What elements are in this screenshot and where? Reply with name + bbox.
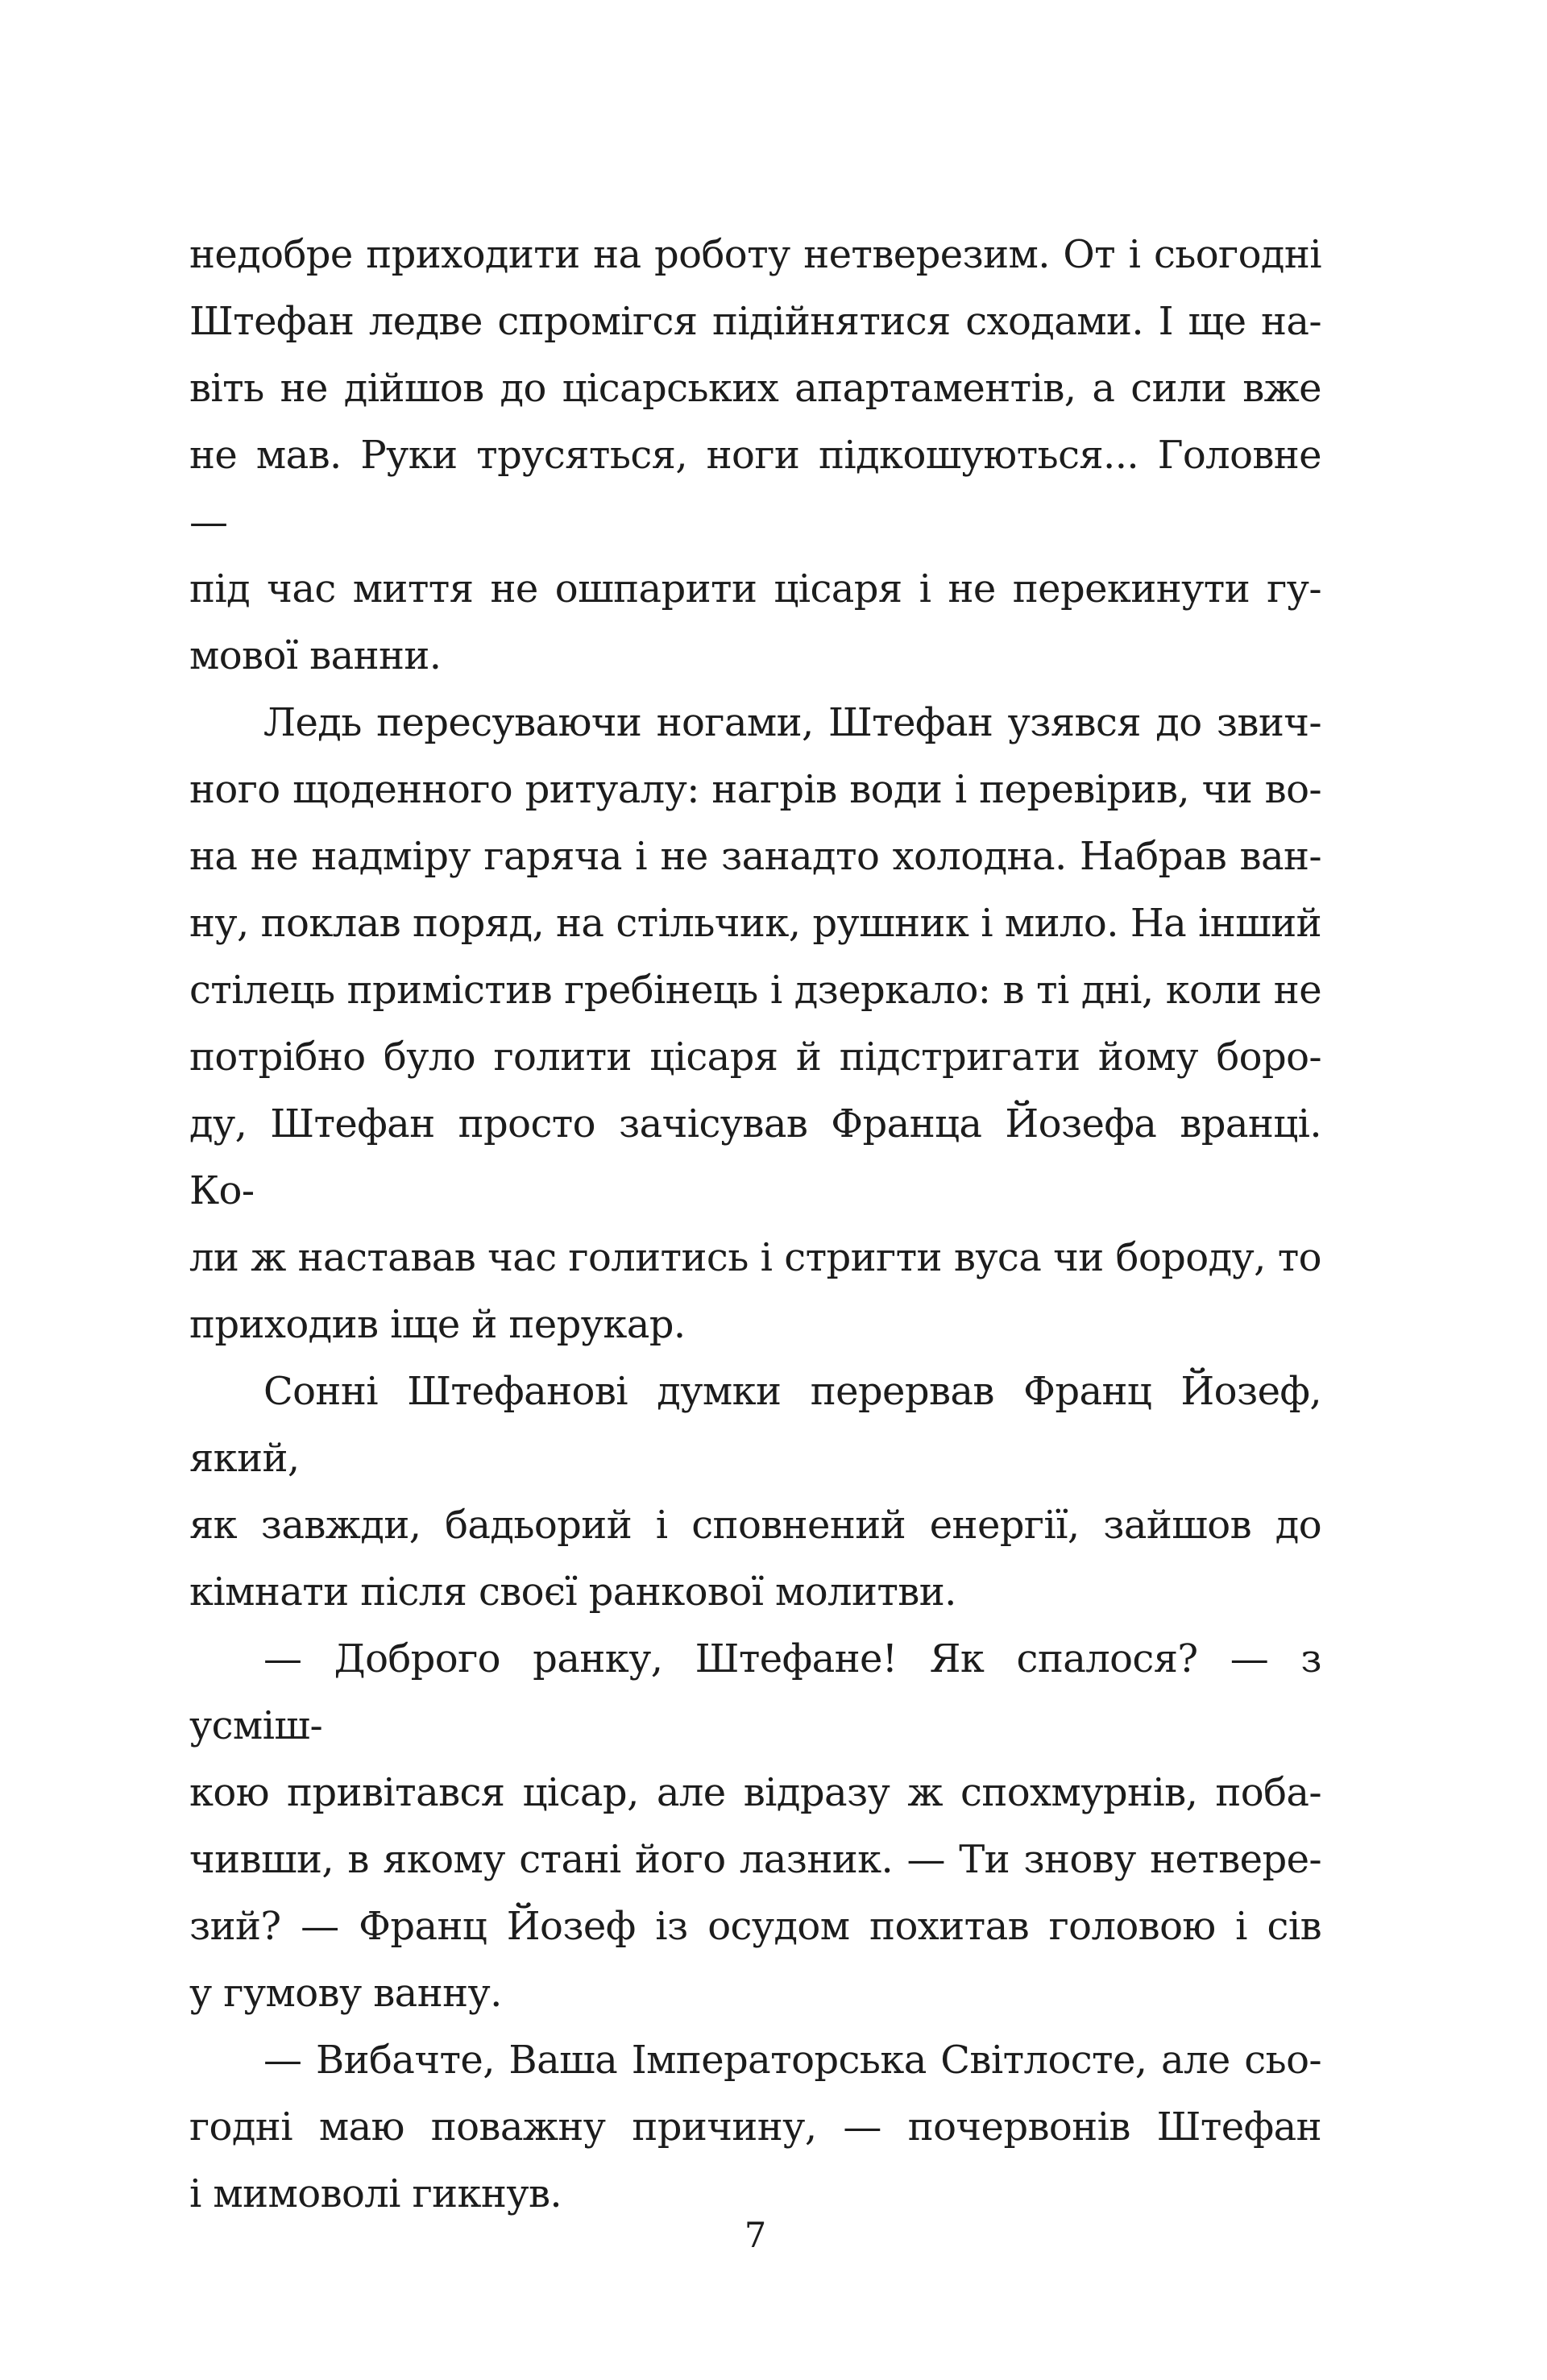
text-line: кою привітався цісар, але відразу ж спохмурнів, поба- <box>189 1770 1321 1815</box>
text-line: Сонні Штефанові думки перервав Франц Йозеф, який, <box>189 1369 1321 1481</box>
page-number: 7 <box>744 2216 767 2256</box>
text-line: зий? — Франц Йозеф із осудом похитав головою і сів <box>189 1904 1321 1949</box>
text-block <box>189 222 1321 2228</box>
text-line: у гумову ванну. <box>189 1971 502 2016</box>
text-line: Штефан ледве спромігся підійнятися сходами. І ще на- <box>189 299 1321 344</box>
text-line: ду, Штефан просто зачісував Франца Йозефа вранці. Ко- <box>189 1101 1321 1213</box>
text-line: ли ж наставав час голитись і стригти вуса чи бороду, то <box>189 1235 1321 1280</box>
text-line: Ледь пересуваючи ногами, Штефан узявся до звич- <box>263 700 1321 745</box>
text-line: не мав. Руки трусяться, ноги підкошуються... Головне — <box>189 433 1321 545</box>
text-line: чивши, в якому стані його лазник. — Ти знову нетвере- <box>189 1837 1321 1882</box>
text-line: віть не дійшов до цісарських апартаментів, а сили вже <box>189 366 1321 411</box>
text-line: під час миття не ошпарити цісаря і не перекинути гу- <box>189 566 1321 612</box>
text-line: і мимоволі гикнув. <box>189 2171 562 2216</box>
text-line: як завжди, бадьорий і сповнений енергії, зайшов до <box>189 1503 1321 1548</box>
text-line: — Вибачте, Ваша Імператорська Світлосте, але сьо- <box>263 2038 1321 2083</box>
text-line: кімнати після своєї ранкової молитви. <box>189 1569 956 1615</box>
text-line: потрібно було голити цісаря й підстригати йому боро- <box>189 1035 1321 1080</box>
text-line: недобре приходити на роботу нетверезим. От і сьогодні <box>189 232 1321 277</box>
text-line: мової ванни. <box>189 633 442 678</box>
text-line: стілець примістив гребінець і дзеркало: в ті дні, коли не <box>189 968 1321 1013</box>
text-line: годні маю поважну причину, — почервонів Штефан <box>189 2104 1321 2150</box>
text-line: — Доброго ранку, Штефане! Як спалося? — з усміш- <box>189 1636 1321 1748</box>
text-line: ного щоденного ритуалу: нагрів води і перевірив, чи во- <box>189 767 1321 812</box>
text-line: ну, поклав поряд, на стільчик, рушник і мило. На інший <box>189 901 1321 946</box>
text-line: приходив іще й перукар. <box>189 1302 686 1347</box>
text-line: на не надміру гаряча і не занадто холодна. Набрав ван- <box>189 834 1321 879</box>
